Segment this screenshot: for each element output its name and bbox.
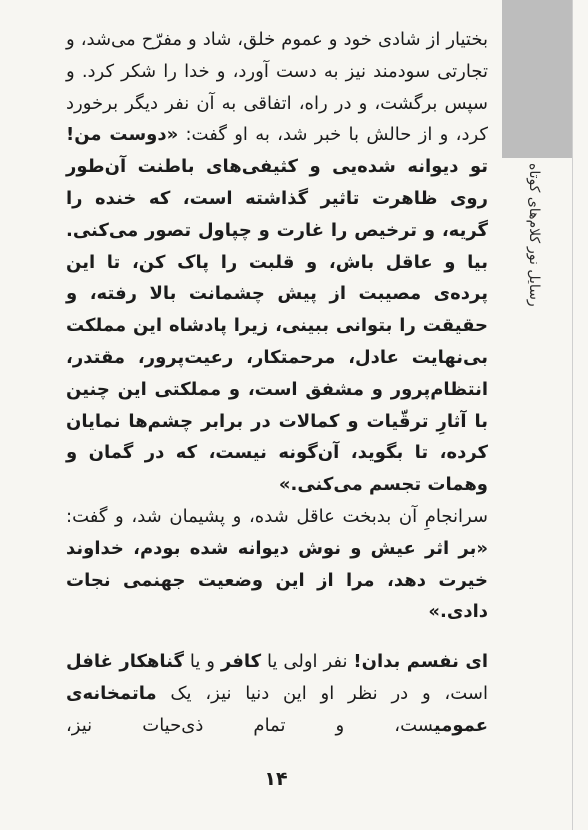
text-span: سرانجامِ آن بدبخت عاقل شده، و پشیمان شد، و گفت: bbox=[66, 505, 488, 527]
side-label-line1: کلام‌های کوتاه bbox=[526, 163, 542, 244]
margin-line bbox=[572, 0, 573, 830]
side-label-line2: رسایل نور bbox=[526, 247, 542, 307]
page-body-text bbox=[66, 24, 488, 742]
paragraph bbox=[66, 501, 488, 628]
bold-text-span: کافر bbox=[220, 651, 262, 673]
bold-text-span: گناهکار غافل bbox=[66, 651, 184, 673]
paragraph-gap bbox=[66, 628, 488, 646]
bold-text-span: «دوست من! تو دیوانه شده‌یی و کثیفی‌های باطنت آن‌طور روی ظاهرت تاثیر گذاشته است، که خنده را گریه، و ترخیص را غارت و چپاول تصور می‌کنی. بیا و عاقل باش، و قلبت را پاک کن، تا این پرده‌ی مصیبت از پیش چشمانت بالا رفته، و حقیقت را بتوانی ببینی، زیرا پادشاه این مملکت بی‌نهایت عادل، مرحمتکار، رعیت‌پرور، مقتدر، انتظام‌پرور و مشفق است، و مملکتی این چنین با آثارِ ترقّیات و کمالات در برابر چشم‌ها نمایان کرده، تا بگوید، آن‌گونه نیست، که در گمان و وهمات تجسم می‌کنی.» bbox=[66, 124, 488, 496]
page-number: ۱۴ bbox=[264, 768, 288, 790]
bold-text-span: ای نفسم بدان! bbox=[353, 651, 488, 673]
bold-text-span: «بر اثر عیش و نوش دیوانه شده بودم، خداوند خیرت دهد، مرا از این وضعیت جهنمی نجات دادی.» bbox=[66, 537, 488, 623]
paragraph bbox=[66, 24, 488, 501]
text-span: نفر اولی یا bbox=[261, 651, 354, 673]
text-span: بختیار از شادی خود و عموم خلق، شاد و مفرّح می‌شد، و تجارتی سودمند نیز به دست آورد، و خدا را شکر کرد. و سپس برگشت، و در راه، اتفاقی به آن نفر دیگر برخورد کرد، و از حالش با خبر شد، به او گفت: bbox=[66, 29, 488, 146]
text-span: و یا bbox=[184, 651, 221, 673]
text-span: ست، و تمام ذی‌حیات نیز، bbox=[66, 714, 434, 736]
chapter-side-label bbox=[504, 160, 564, 310]
paragraph bbox=[66, 646, 488, 741]
text-span: است، و در نظر او این دنیا نیز، یک bbox=[156, 682, 488, 704]
bold-text-span: ماتمخانه‌ی عمومی bbox=[66, 682, 488, 736]
chapter-tab bbox=[502, 0, 572, 158]
